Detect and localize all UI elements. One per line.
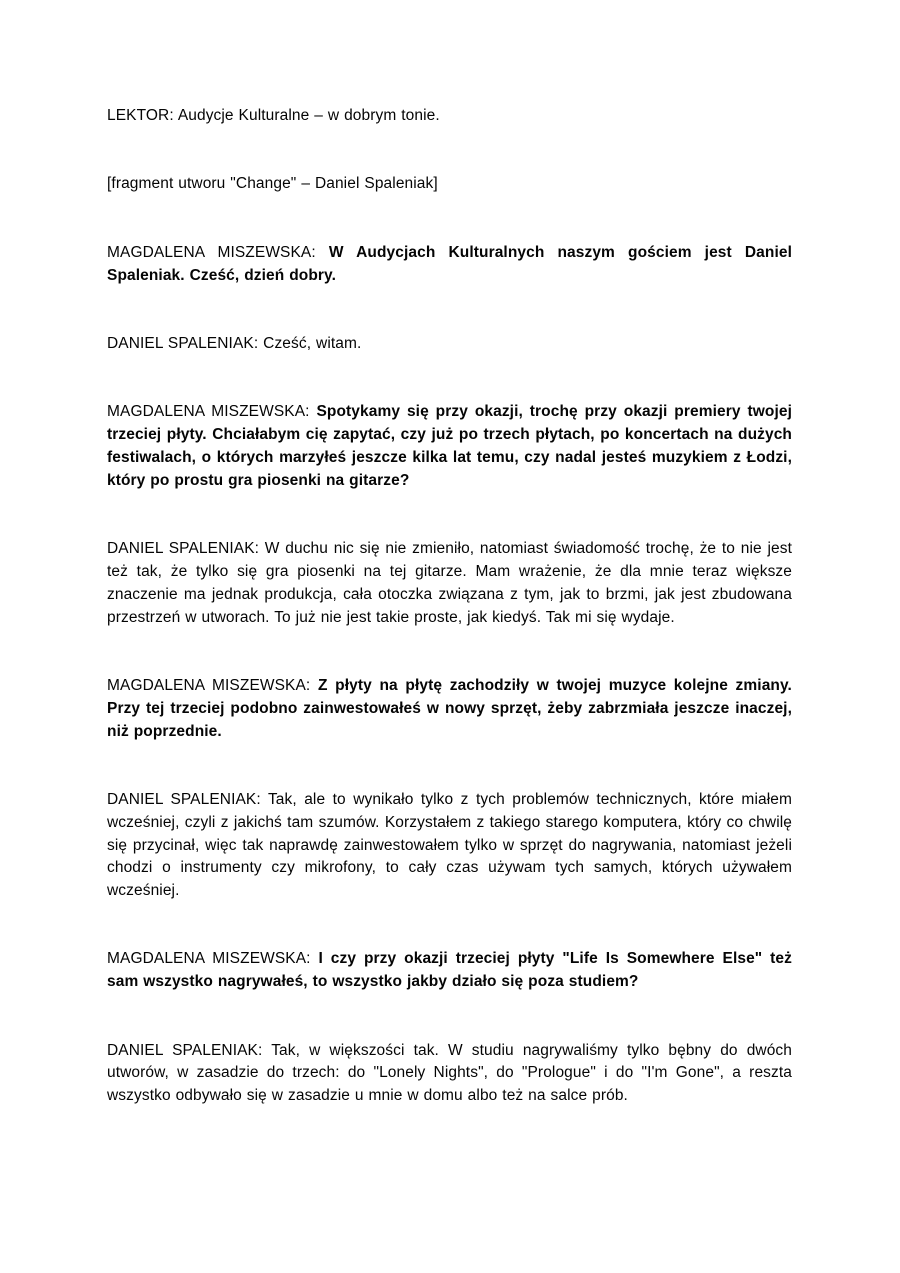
speaker-label: DANIEL SPALENIAK: (107, 790, 261, 808)
speech-text: Tak, ale to wynikało tylko z tych problemów technicznych, które miałem wcześniej, czyli z jakichś tam szumów. Korzystałem z takiego starego komputera, który co chwilę się przycinał, więc tak naprawdę zainwestowałem tylko w sprzęt do nagrywania, natomiast jeżeli chodzi o instrumenty czy mikrofony, to cały czas używam tych samych, których używałem wcześniej. (107, 790, 792, 900)
speech-text: Z płyty na płytę zachodziły w twojej muzyce kolejne zmiany. Przy tej trzeciej podobno zainwestowałeś w nowy sprzęt, żeby zabrzmiała jeszcze inaczej, niż poprzednie. (107, 676, 792, 740)
speaker-label: MAGDALENA MISZEWSKA: (107, 243, 316, 261)
speech-text: [fragment utworu "Change" – Daniel Spaleniak] (107, 175, 438, 193)
speech-text: W duchu nic się nie zmieniło, natomiast świadomość trochę, że to nie jest też tak, że tylko się gra piosenki na tej gitarze. Mam wrażenie, że dla mnie teraz większe znaczenie ma jednak produkcja, cała otoczka związana z tym, jak to brzmi, jak jest zbudowana przestrzeń w utworach. To już nie jest takie proste, jak kiedyś. Tak mi się wydaje. (107, 540, 792, 626)
speaker-label: MAGDALENA MISZEWSKA: (107, 676, 311, 694)
speaker-label: DANIEL SPALENIAK: (107, 1041, 263, 1059)
speech-text: Audycje Kulturalne – w dobrym tonie. (177, 107, 440, 124)
transcript-paragraph (107, 675, 792, 743)
speaker-label: LEKTOR: (107, 107, 174, 124)
speech-text: W Audycjach Kulturalnych naszym gościem jest Daniel Spaleniak. Cześć, dzień dobry. (107, 243, 792, 284)
transcript-paragraph (107, 538, 792, 629)
speaker-label: DANIEL SPALENIAK: (107, 540, 260, 558)
transcript-paragraph (107, 105, 792, 128)
transcript-paragraph (107, 401, 792, 492)
speaker-label: MAGDALENA MISZEWSKA: (107, 950, 311, 968)
transcript-paragraph (107, 789, 792, 903)
transcript-paragraph (107, 173, 792, 196)
speech-text: Tak, w większości tak. W studiu nagrywaliśmy tylko bębny do dwóch utworów, w zasadzie do trzech: do "Lonely Nights", do "Prologue" i do "I'm Gone", a reszta wszystko odbywało się w zasadzie u mnie w domu albo też na salce prób. (107, 1041, 792, 1105)
speaker-label: MAGDALENA MISZEWSKA: (107, 403, 310, 421)
transcript-paragraph (107, 333, 792, 356)
speech-text: Cześć, witam. (263, 334, 362, 352)
speech-text: Spotykamy się przy okazji, trochę przy okazji premiery twojej trzeciej płyty. Chciałabym cię zapytać, czy już po trzech płytach, po koncertach na dużych festiwalach, o których marzyłeś jeszcze kilka lat temu, czy nadal jesteś muzykiem z Łodzi, który po prostu gra piosenki na gitarze? (107, 403, 792, 489)
transcript-paragraph (107, 948, 792, 994)
transcript-paragraph (107, 242, 792, 288)
transcript-paragraph (107, 1040, 792, 1108)
speech-text: I czy przy okazji trzeciej płyty "Life Is Somewhere Else" też sam wszystko nagrywałeś, to wszystko jakby działo się poza studiem? (107, 950, 792, 991)
speaker-label: DANIEL SPALENIAK: (107, 334, 259, 352)
